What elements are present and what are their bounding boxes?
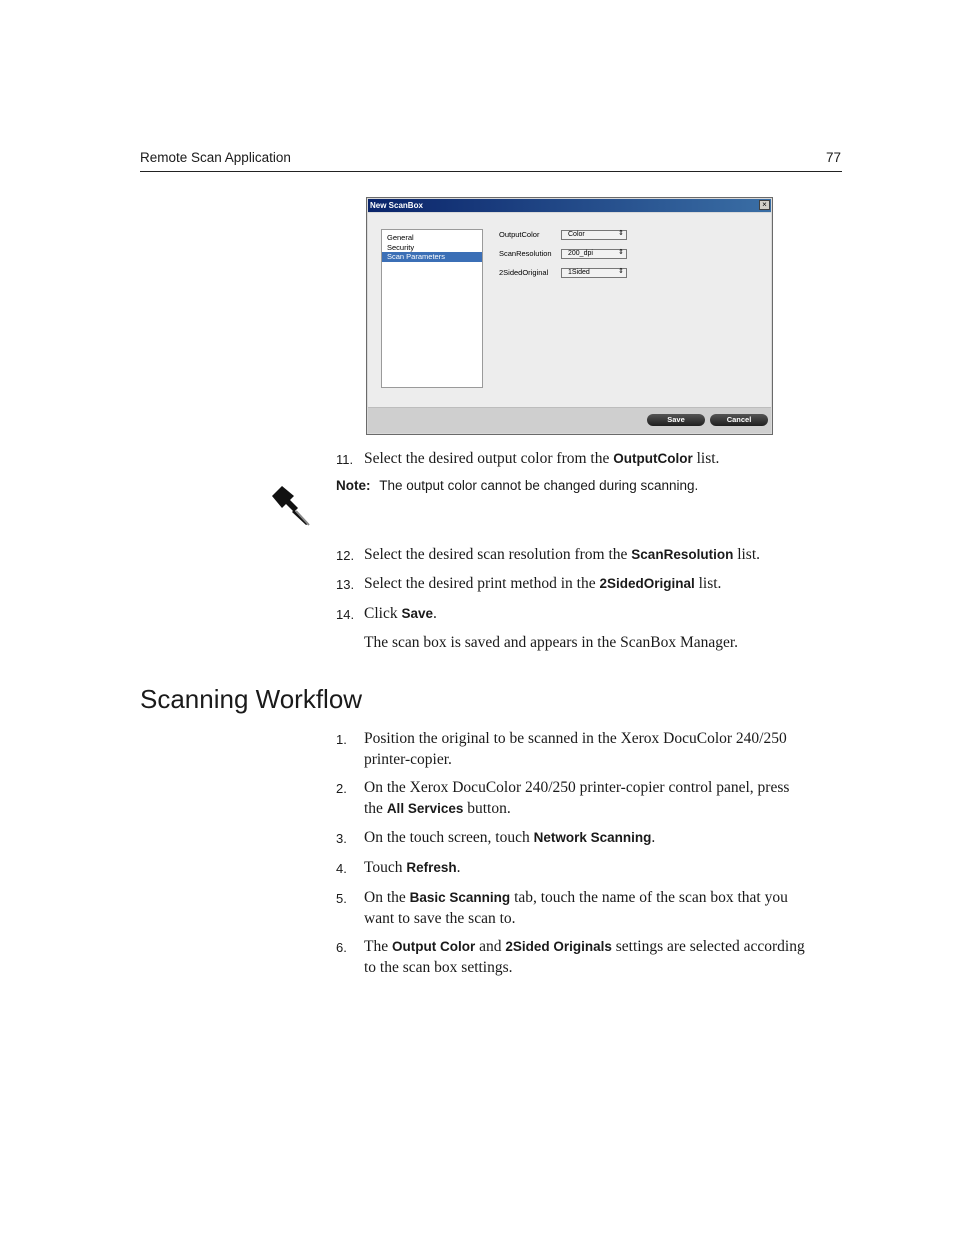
workflow-step-5 [336,887,842,929]
step-text-part: Select the desired scan resolution from the [364,546,632,563]
ui-term: Save [401,606,433,621]
step-text-part: list. [692,450,720,467]
step-text-part: . [433,605,437,622]
scan-resolution-value: 200_dpi [568,250,593,257]
step-text-part: Select the desired output color from the [364,450,614,467]
step-text-part: Click [364,605,402,622]
ui-term: Refresh [406,860,457,875]
step-text-part: On the [364,889,410,906]
updown-arrows-icon: ⇕ [618,249,624,256]
note-label: Note: [336,478,371,493]
step-text [364,827,842,848]
scan-resolution-label: ScanResolution [499,249,552,258]
ui-term: 2Sided Originals [505,939,612,954]
step-text-line: want to save the scan to. [364,910,516,927]
step-text-line: On the Xerox DocuColor 240/250 printer-copier control panel, press [364,779,790,796]
ui-term: OutputColor [613,451,693,466]
step-text-part: . [456,859,461,876]
workflow-step-2 [336,777,842,819]
ui-term: Network Scanning [533,830,652,845]
step-text-part: settings are selected according [611,938,805,955]
step-11 [336,448,842,469]
two-sided-original-value: 1Sided [568,269,590,276]
output-color-select[interactable] [561,230,627,240]
step-number: 1. [336,732,347,747]
close-icon[interactable]: × [759,200,770,210]
workflow-step-3 [336,827,842,848]
running-header-title: Remote Scan Application [140,150,291,165]
step-text-part: list. [733,546,761,563]
dialog-footer [368,407,771,433]
output-color-value: Color [568,231,585,238]
dialog-titlebar [368,199,771,212]
step-text-line: printer-copier. [364,751,452,768]
step-number: 4. [336,861,347,876]
step-number: 2. [336,781,347,796]
output-color-label: OutputColor [499,230,540,239]
two-sided-original-label: 2SidedOriginal [499,268,549,277]
step-12 [336,544,842,565]
save-button[interactable]: Save [647,414,705,426]
step-text-part: the [364,800,387,817]
list-item-scan-parameters[interactable]: Scan Parameters [382,252,482,262]
pushpin-note-icon [268,482,312,526]
step-text-part: list. [694,575,722,592]
step-text-part: The [364,938,392,955]
ui-term: Output Color [391,939,476,954]
step-number: 11. [336,452,354,467]
step-text [364,603,842,624]
step-text [364,887,842,929]
step-14 [336,603,842,624]
section-title: Scanning Workflow [140,684,363,714]
step-number: 5. [336,891,347,906]
note [336,478,698,493]
page-number: 77 [825,150,841,165]
step-13 [336,573,842,594]
step-text-part: and [475,938,506,955]
step-number: 14. [336,607,355,622]
step-text-part: Touch [364,859,407,876]
dialog-title: New ScanBox [370,201,423,210]
step-text [364,573,842,594]
scan-resolution-select[interactable] [561,249,627,259]
step-text [364,936,842,978]
step-text-part: . [651,829,656,846]
step-text-part: Select the desired print method in the [364,575,600,592]
updown-arrows-icon: ⇕ [618,268,624,275]
ui-term: Basic Scanning [409,890,511,905]
step-text-line: to the scan box settings. [364,959,513,976]
note-text: The output color cannot be changed during scanning. [379,478,699,493]
header-rule [140,171,842,172]
ui-term: ScanResolution [631,547,734,562]
step-number: 12. [336,548,355,563]
step-number: 13. [336,577,355,592]
step-text-part: button. [463,800,511,817]
list-item-general[interactable]: General [387,233,414,242]
updown-arrows-icon: ⇕ [618,230,624,237]
step-number: 6. [336,940,347,955]
step-text [364,448,842,469]
step-text [364,857,842,878]
step-14-result: The scan box is saved and appears in the ScanBox Manager. [364,634,739,651]
step-text [364,544,842,565]
workflow-step-4 [336,857,842,878]
list-item-security[interactable]: Security [387,242,415,252]
step-text-part: On the touch screen, touch [364,829,534,846]
step-text-line: Position the original to be scanned in the Xerox DocuColor 240/250 [364,730,787,747]
ui-term: 2SidedOriginal [599,576,695,591]
step-text [364,728,842,770]
step-number: 3. [336,831,347,846]
step-text-part: tab, touch the name of the scan box that you [510,889,788,906]
step-text [364,777,842,819]
dialog-body [368,213,771,408]
workflow-step-1 [336,728,842,770]
ui-term: All Services [386,801,464,816]
category-list [381,229,483,388]
two-sided-original-select[interactable] [561,268,627,278]
new-scanbox-dialog [366,197,773,435]
workflow-step-6 [336,936,842,978]
cancel-button[interactable]: Cancel [710,414,768,426]
